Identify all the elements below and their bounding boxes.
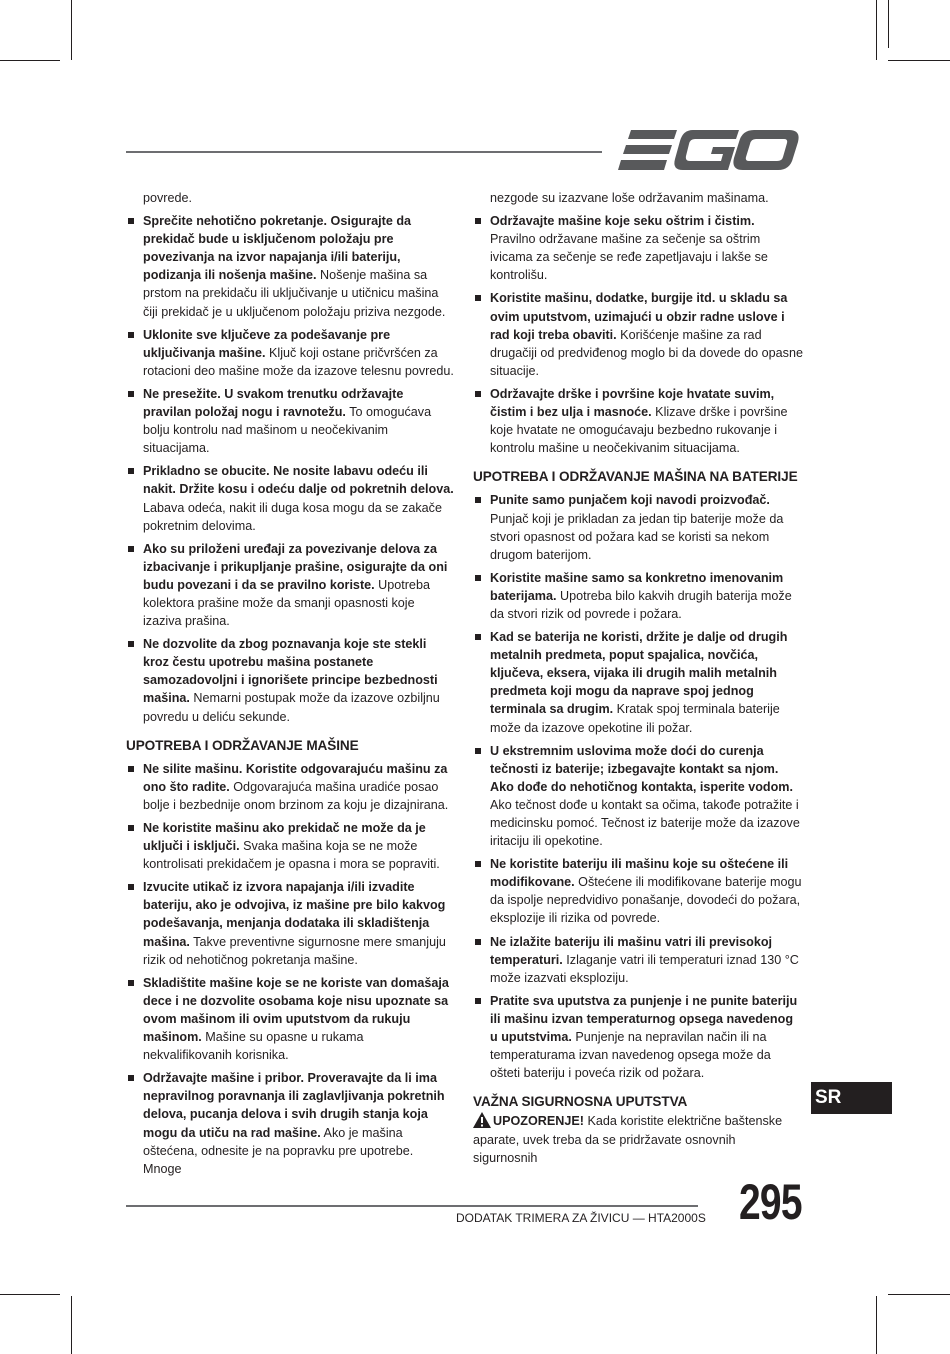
footer-rule [126, 1205, 698, 1207]
item-bold: Održavajte drške i površine koje hvatate suvim, čistim i bez ulja i masnoće. [490, 386, 775, 420]
item-bold: Ako su priloženi uređaji za povezivanje delova za izbacivanje i prikupljanje prašine, osigurajte da oni budu povezani i da se pravilno koriste. [143, 541, 448, 592]
section-heading: UPOTREBA I ODRŽAVANJE MAŠINA NA BATERIJE [473, 469, 798, 485]
item-text: Ako je mašina oštećena, odnesite je na popravku pre upotrebe. Mnoge [143, 1125, 414, 1176]
bullet-icon [128, 468, 134, 474]
list-item [473, 742, 803, 851]
list-item [126, 635, 454, 725]
bullet-icon [475, 939, 481, 945]
bullet-icon [475, 861, 481, 867]
item-bold: Uklonite sve ključeve za podešavanje pre uključivanja mašine. [143, 327, 391, 360]
item-bold: Skladištite mašine koje se ne koriste van domašaja dece i ne dozvolite osobama koje nisu upoznate sa ovom mašinom ili ovim uputstvom da rukuju mašinom. [143, 975, 449, 1045]
bullet-icon [475, 391, 481, 397]
item-text: To omogućava bolju kontrolu nad mašinom u neočekivanim situacijama. [143, 405, 432, 456]
crop-mark [876, 0, 877, 60]
item-text: Upotreba bilo kakvih drugih baterija može da stvori rizik od povrede i požara. [490, 588, 792, 621]
item-bold: Izvucite utikač iz izvora napajanja i/ili izvadite bateriju, ako je odvojiva, iz mašine pre bilo kakvog podešavanja, menjanja dodataka ili skladištenja mašina. [143, 880, 446, 949]
item-text: Kratak spoj terminala baterije može da izazove opekotine ili požar. [490, 702, 780, 735]
list-item [473, 855, 803, 927]
list-item [126, 212, 454, 321]
bullet-icon [128, 766, 134, 772]
section-heading: UPOTREBA I ODRŽAVANJE MAŠINE [126, 737, 359, 753]
list-item [126, 540, 454, 630]
bullet-icon [475, 497, 481, 503]
left-column [126, 189, 454, 1178]
crop-mark [0, 1294, 60, 1295]
bullet-icon [475, 295, 481, 301]
section-heading: VAŽNA SIGURNOSNA UPUTSTVA [473, 1094, 688, 1110]
crop-mark [71, 0, 72, 60]
item-text: Ako tečnost dođe u kontakt sa očima, takođe potražite i medicinsku pomoć. Tečnost iz baterije može da izazove iritaciju ili opekotine. [490, 797, 800, 849]
item-bold: Prikladno se obucite. Ne nosite labavu odeću ili nakit. Držite kosu i odeću dalje od pokretnih delova. [143, 464, 454, 497]
ego-logo [617, 128, 801, 172]
list-item [126, 878, 454, 968]
item-text: Mašine su opasne u rukama nekvalifikovanih korisnika. [143, 1030, 364, 1063]
language-tab: SR [811, 1082, 892, 1114]
list-item [126, 819, 454, 873]
item-text: Labava odeća, nakit ili duga kosa mogu da se zakače pokretnim delovima. [143, 500, 442, 533]
crop-mark [0, 60, 60, 61]
item-text: Nošenje mašina sa prstom na prekidaču ili uključivanje u utičnicu mašina čiji prekidač je u uključenom položaju priziva nezgode. [143, 268, 446, 319]
list-item [126, 326, 454, 380]
item-text: Odgovarajuća mašina uradiće posao bolje i bezbednije onom brzinom za koju je dizajnirana. [143, 779, 449, 812]
item-text: Punjenje na nepravilan način ili na temperaturama izvan navedenog opsega može da ošteti bateriju i poveća rizik od požara. [490, 1030, 771, 1081]
crop-mark [876, 1296, 877, 1354]
crop-mark [888, 60, 950, 61]
footer-title: DODATAK TRIMERA ZA ŽIVICU — HTA2000S [456, 1211, 706, 1225]
list-item [126, 1069, 454, 1178]
list-item [126, 974, 454, 1064]
crop-mark [71, 1296, 72, 1354]
page-number: 295 [739, 1174, 802, 1230]
item-text: Ključ koji ostane pričvršćen za rotacioni deo mašine može da izazove telesnu povredu. [143, 345, 454, 378]
item-text: Korišćenje mašine za rad drugačiji od predviđenog moglo bi da dovede do opasne situacije. [490, 327, 803, 378]
bullet-icon [128, 825, 134, 831]
item-text: Izlaganje vatri ili temperaturi iznad 130 °C može izazvati eksploziju. [490, 952, 799, 985]
item-bold: Koristite mašine samo sa konkretno imenovanim baterijama. [490, 570, 784, 603]
list-item [473, 992, 803, 1082]
crop-mark [888, 0, 889, 48]
item-bold: Ne koristite mašinu ako prekidač ne može da je uključi i isključi. [143, 821, 426, 854]
item-text: Takve preventivne sigurnosne mere smanjuju rizik od nehotičnog pokretanja mašine. [143, 934, 446, 967]
item-bold: Koristite mašinu, dodatke, burgije itd. u skladu sa ovim uputstvom, uzimajući u obzir radne uslove i rad koji treba obaviti. [490, 291, 788, 342]
list-item [473, 933, 803, 987]
item-text: Klizave drške i površine koje hvatate ne omogućavaju bezbedno rukovanje i kontrolu mašine u neočekivanim situacijama. [490, 405, 788, 456]
warning-text: Kada koristite električne baštenske aparate, uvek treba da se pridržavate osnovnih sigurnosnih [473, 1114, 783, 1165]
crop-mark [888, 1294, 950, 1295]
item-bold: Kad se baterija ne koristi, držite je dalje od drugih metalnih predmeta, poput spajalica, novčića, ključeva, eksera, vijaka ili drugih malih metalnih predmeta koji mogu da naprave spoj jednog terminala sa drugim. [490, 630, 788, 717]
item-text: Oštećene ili modifikovane baterije mogu da ispolje nepredvidivo ponašanje, dovodeći do požara, eksplozije ili rizika od povrede. [490, 875, 802, 926]
bullet-icon [128, 332, 134, 338]
bullet-icon [475, 998, 481, 1004]
list-item [126, 462, 454, 534]
item-bold: Ne silite mašinu. Koristite odgovarajuću mašinu za ono što radite. [143, 761, 448, 794]
continuation-text: povrede. [143, 191, 193, 205]
bullet-icon [475, 748, 481, 754]
bullet-icon [128, 546, 134, 552]
item-bold: Sprečite nehotično pokretanje. Osigurajte da prekidač bude u isključenom položaju pre povezivanja na izvor napajanja i/ili bateriju, podizanja ili nošenja mašine. [143, 214, 412, 283]
warning-paragraph [473, 1112, 803, 1166]
warning-icon [473, 1112, 491, 1128]
item-text: Svaka mašina koja se ne može kontrolisati prekidačem je opasna i mora se popraviti. [143, 839, 440, 872]
list-item [473, 289, 803, 379]
item-bold: U ekstremnim uslovima može doći do curenja tečnosti iz baterije; izbegavajte kontakt sa njom. Ako dođe do nehotičnog kontakta, isperite vodom. [490, 743, 793, 794]
list-item [473, 212, 803, 284]
bullet-icon [128, 641, 134, 647]
item-bold: Ne izlažite bateriju ili mašinu vatri ili previsokoj temperaturi. [490, 934, 773, 967]
item-bold: Održavajte mašine koje seku oštrim i čistim. [490, 214, 755, 229]
bullet-icon [475, 634, 481, 640]
right-column [473, 189, 803, 1167]
item-bold: Održavajte mašine i pribor. Proveravajte da li ima nepravilnog poravnanja ili zaglavljivanja pokretnih delova, pucanja delova i svih drugih stanja koja mogu da utiču na rad mašine. [143, 1071, 445, 1140]
item-text: Punjač koji je prikladan za jedan tip baterije može da stvori opasnost od požara kad se koristi sa nekom drugom baterijom. [490, 511, 784, 562]
list-item [473, 569, 803, 623]
item-bold: Ne koristite bateriju ili mašinu koje su oštećene ili modifikovane. [490, 857, 789, 890]
bullet-icon [128, 1075, 134, 1081]
item-bold: Punite samo punjačem koji navodi proizvođač. [490, 493, 770, 508]
list-item [473, 628, 803, 737]
bullet-icon [128, 391, 134, 397]
header-rule [126, 151, 602, 153]
list-item [126, 385, 454, 457]
continuation-text: nezgode su izazvane loše održavanim mašinama. [490, 191, 769, 205]
item-text: Nemarni postupak može da izazove ozbiljnu povredu u deliću sekunde. [143, 691, 440, 724]
list-item [473, 385, 803, 457]
bullet-icon [128, 884, 134, 890]
item-text: Upotreba kolektora prašine može da smanji opasnosti koje izaziva prašina. [143, 577, 430, 629]
bullet-icon [128, 980, 134, 986]
list-item [473, 491, 803, 563]
bullet-icon [475, 218, 481, 224]
bullet-icon [128, 218, 134, 224]
item-bold: Ne dozvolite da zbog poznavanja koje ste stekli kroz čestu upotrebu mašina postanete samozadovoljni i ignorišete principe bezbednosti mašina. [143, 637, 438, 706]
item-bold: Pratite sva uputstva za punjenje i ne punite bateriju ili mašinu izvan temperaturnog opsega navedenog u uputstvima. [490, 993, 798, 1045]
bullet-icon [475, 575, 481, 581]
item-text: Pravilno održavane mašine za sečenje sa oštrim ivicama za sečenje se ređe zapetljavaju i lakše se kontrolišu. [490, 232, 768, 283]
warning-label: UPOZORENJE! [493, 1114, 584, 1129]
item-bold: Ne presežite. U svakom trenutku održavajte pravilan položaj nogu i ravnotežu. [143, 386, 404, 420]
list-item [126, 760, 454, 814]
